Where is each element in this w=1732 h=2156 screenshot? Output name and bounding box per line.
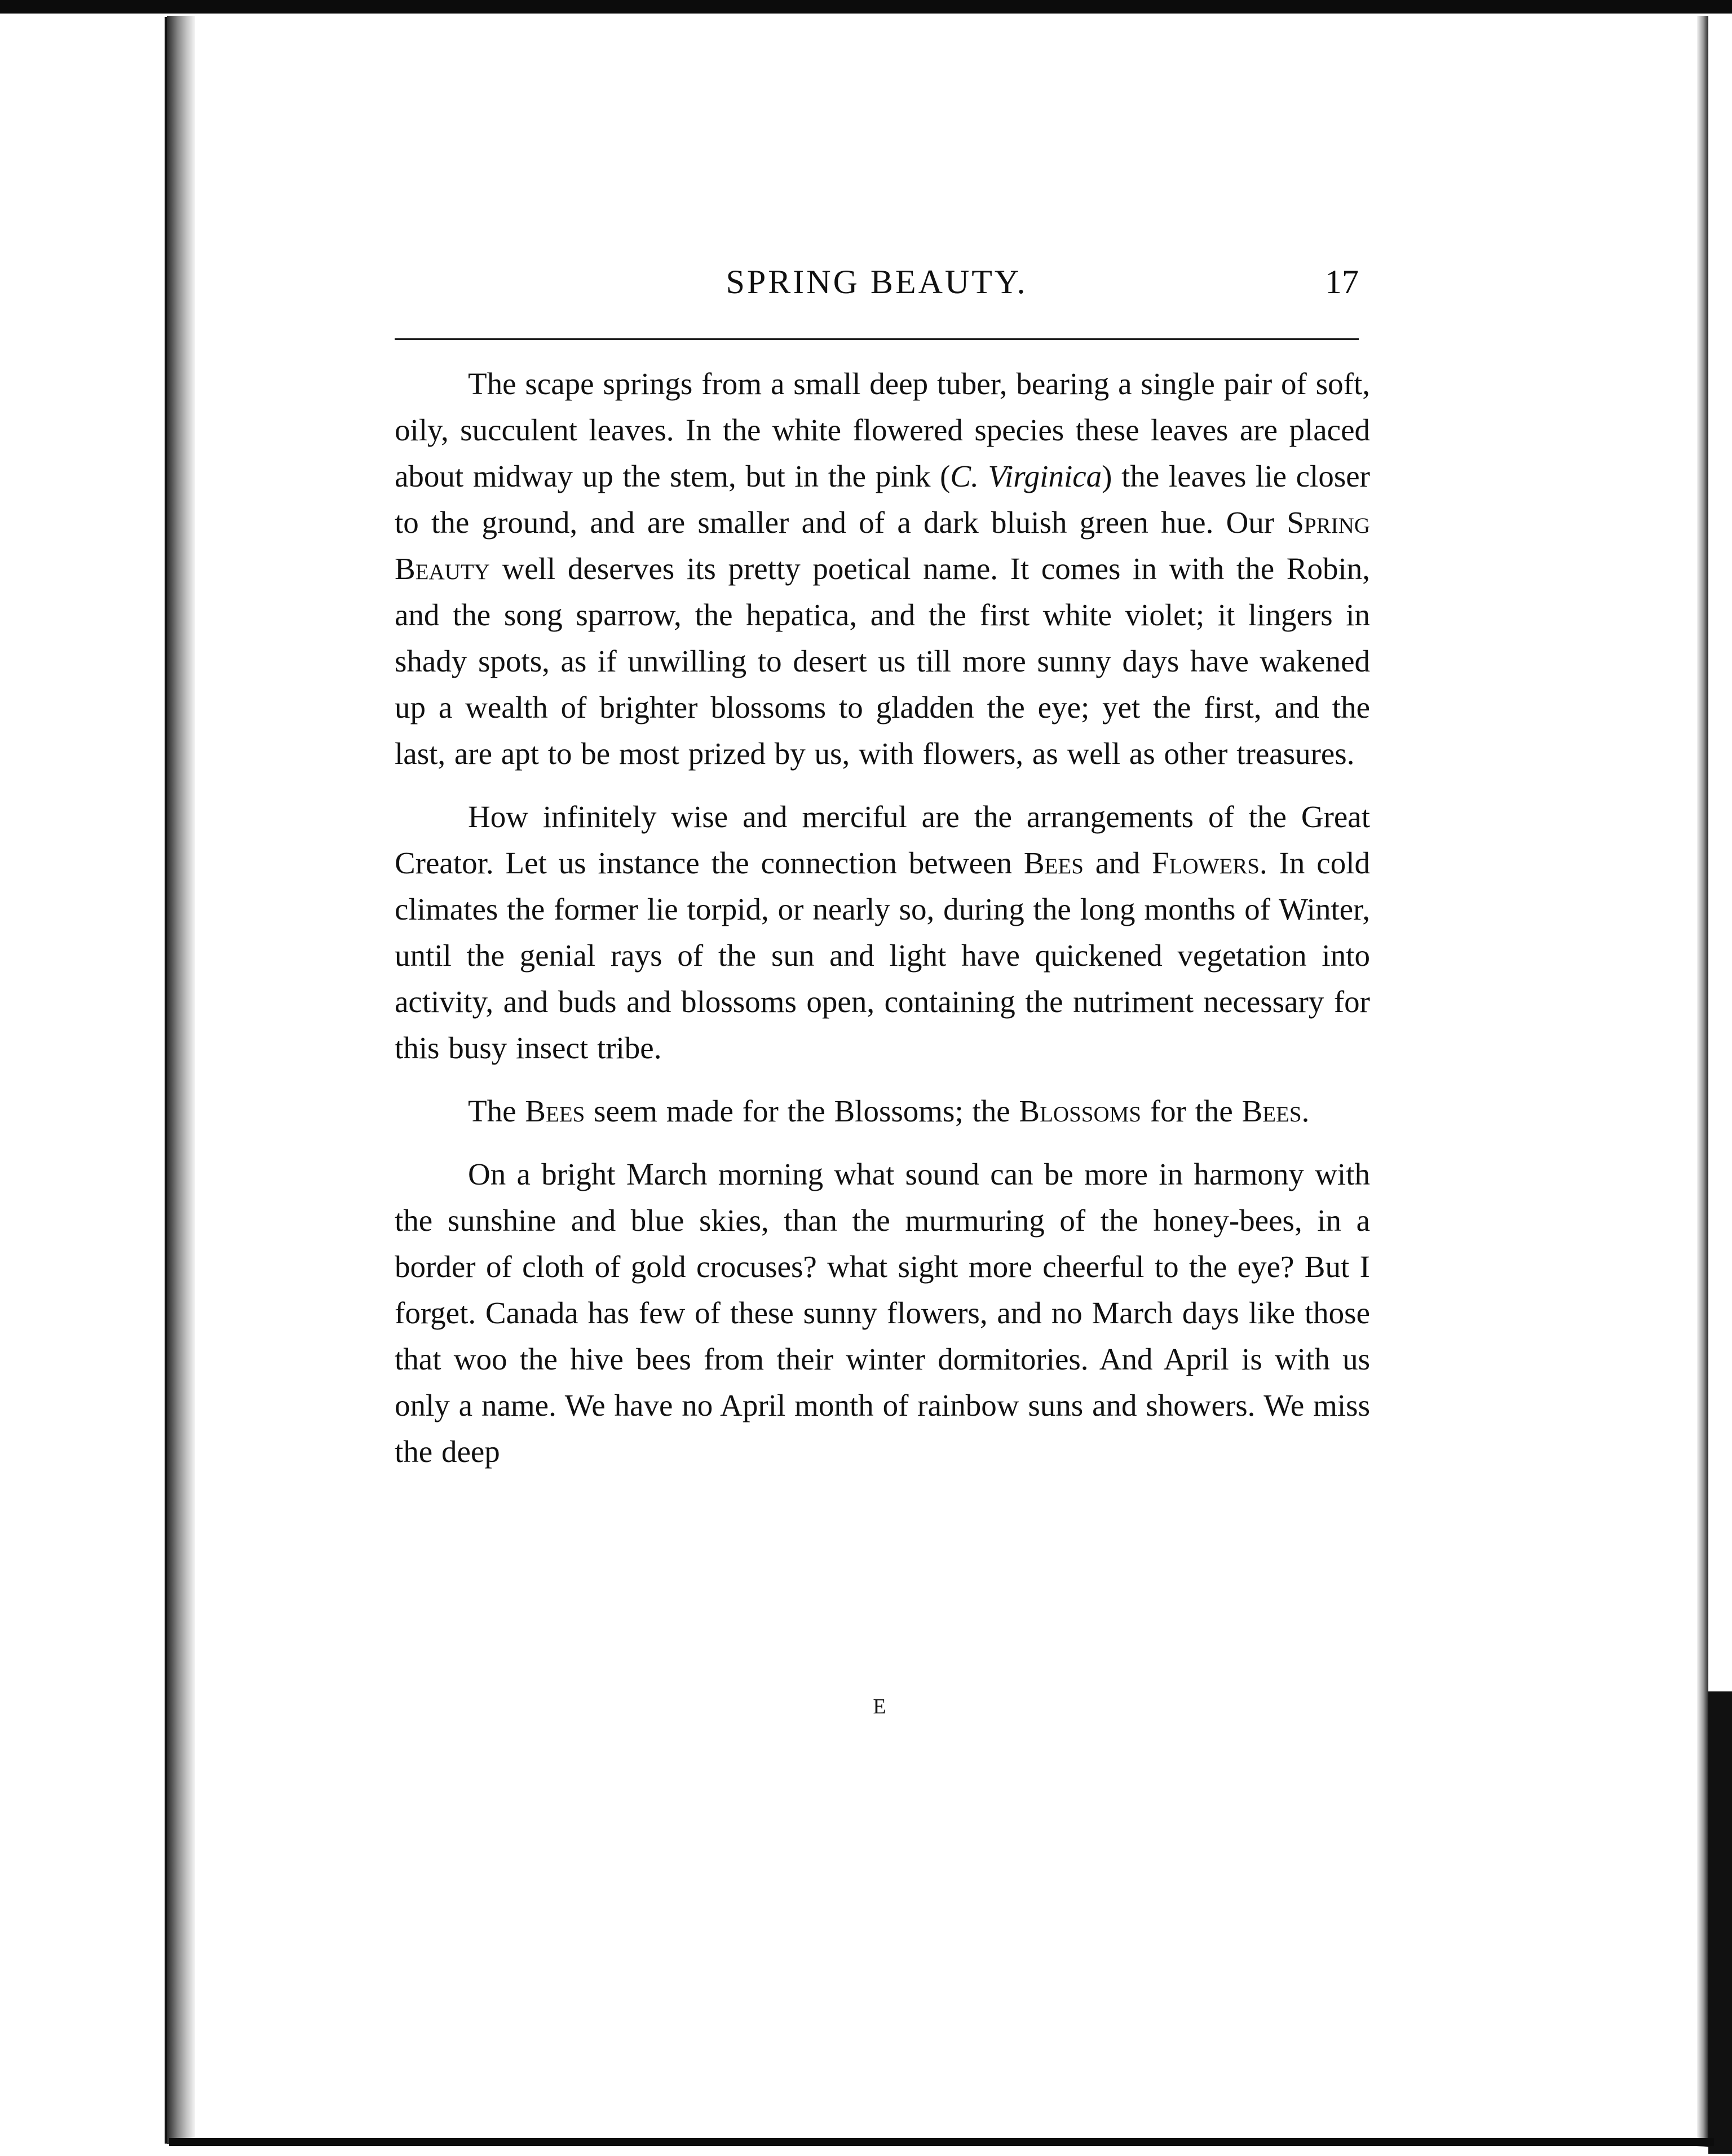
paragraph-1 bbox=[395, 361, 1370, 777]
text-run: . bbox=[1301, 1094, 1310, 1128]
running-head bbox=[395, 257, 1359, 307]
running-title: SPRING BEAUTY. bbox=[726, 263, 1028, 301]
text-run: The scape springs from a small deep tuber, bearing a single pair of soft, oily, succulent leaves. In the white flowered species these leaves are placed about midway up the stem, but in the pink ( bbox=[395, 366, 1370, 493]
page-number: 17 bbox=[1325, 263, 1359, 301]
scan-top-edge bbox=[0, 0, 1732, 14]
small-caps-term: Bees bbox=[1023, 846, 1084, 880]
text-run: and bbox=[1083, 846, 1152, 880]
signature-mark: E bbox=[873, 1695, 886, 1718]
paragraph-4 bbox=[395, 1151, 1370, 1475]
scan-binding-gutter bbox=[167, 16, 195, 2144]
text-run: The bbox=[468, 1094, 525, 1128]
scan-right-edge-shadow bbox=[1708, 1691, 1732, 2154]
header-rule bbox=[395, 338, 1359, 340]
paragraph-2 bbox=[395, 794, 1370, 1071]
small-caps-term: Bees bbox=[1241, 1094, 1302, 1128]
text-run: How infinitely wise and merciful are the arrangements of the Great Creator. Let us instance the connection between bbox=[395, 799, 1370, 880]
small-caps-term: Blossoms bbox=[1019, 1094, 1142, 1128]
text-run: ) the leaves lie closer to the ground, and are smaller and of a dark bluish green hue. Our bbox=[395, 459, 1370, 540]
text-run: seem made for the Blossoms; the bbox=[585, 1094, 1019, 1128]
text-run: On a bright March morning what sound can be more in harmony with the sunshine and blue skies, than the murmuring of the honey-bees, in a border of cloth of gold crocuses? what sight more cheerful to the eye? But I forget. Canada has few of these sunny flowers, and no March days like those that woo the hive bees from their winter dormitories. And April is with us only a name. We have no April month of rainbow suns and showers. We miss the deep bbox=[395, 1157, 1370, 1469]
small-caps-term: Spring Beauty bbox=[395, 505, 1370, 586]
text-run: . In cold climates the former lie torpid, or nearly so, during the long months of Winter, until the genial rays of the sun and light have quickened vegetation into activity, and buds and blossoms open, containing the nutriment necessary for this busy insect tribe. bbox=[395, 846, 1370, 1065]
paragraph-3 bbox=[395, 1088, 1370, 1134]
scan-right-edge bbox=[1697, 16, 1708, 2147]
small-caps-term: Flowers bbox=[1152, 846, 1260, 880]
text-run: well deserves its pretty poetical name. It comes in with the Robin, and the song sparrow, the hepatica, and the first white violet; it lingers in shady spots, as if unwilling to desert us till more sunny days have wakened up a wealth of brighter blossoms to gladden the eye; yet the first, and the last, are apt to be most prized by us, with flowers, as well as other treasures. bbox=[395, 551, 1370, 771]
text-run: for the bbox=[1141, 1094, 1242, 1128]
small-caps-term: Bees bbox=[525, 1094, 585, 1128]
body-text bbox=[395, 361, 1370, 1492]
italic-species-name: C. Virginica bbox=[950, 459, 1102, 493]
scan-bottom-edge bbox=[169, 2138, 1714, 2146]
